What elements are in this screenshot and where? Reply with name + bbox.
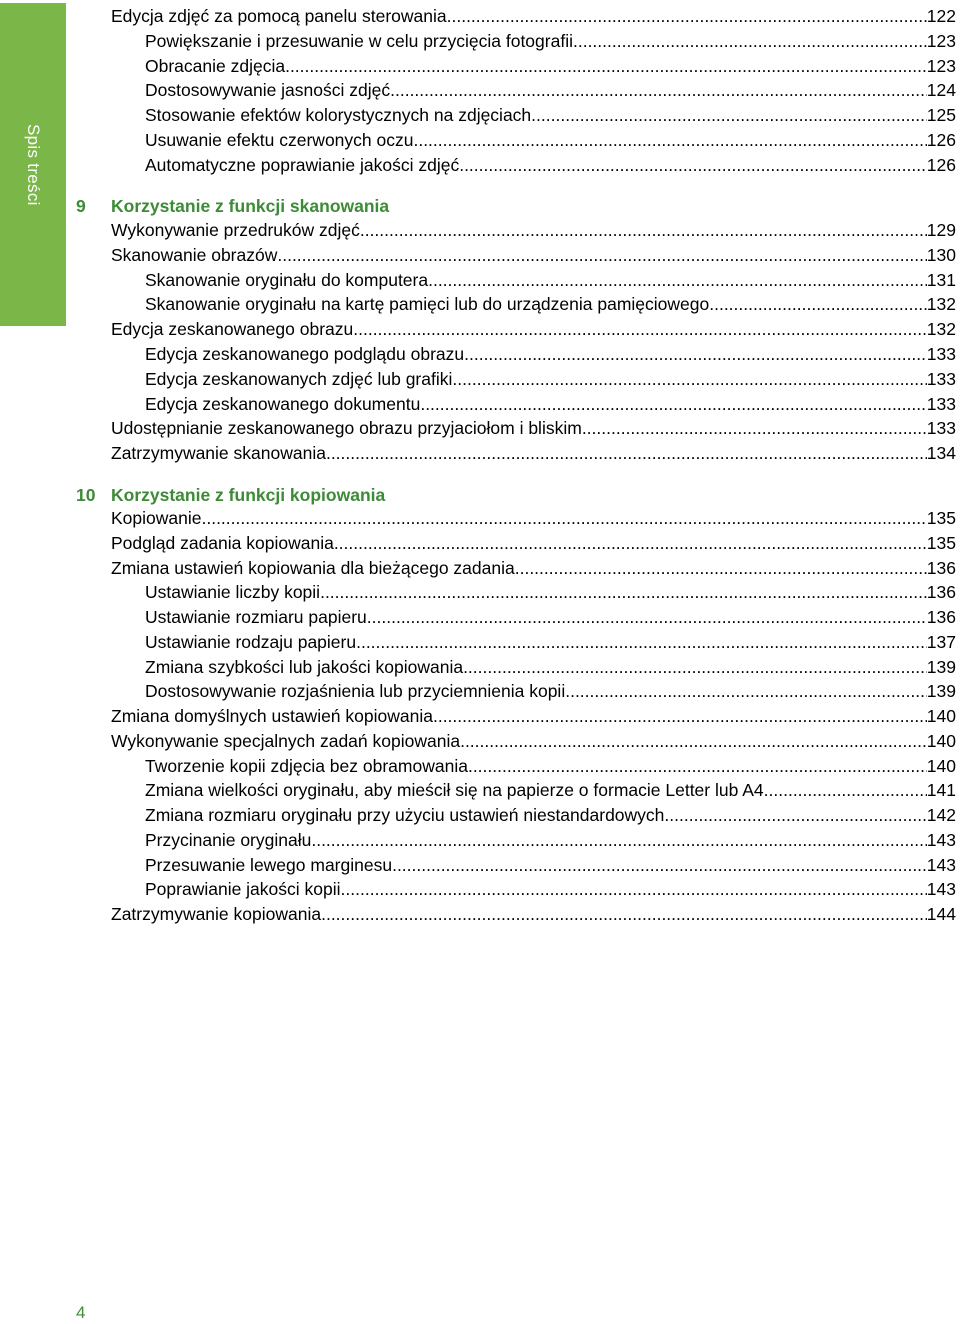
toc-entry-title: Zmiana wielkości oryginału, aby mieścił się na papierze o formacie Letter lub A4 [145, 780, 764, 801]
chapter-10-number: 10 [76, 485, 96, 505]
toc-entry[interactable] [111, 218, 956, 242]
toc-entry-title: Edycja zdjęć za pomocą panelu sterowania [111, 6, 447, 26]
toc-entry-page: 125 [926, 105, 956, 126]
dot-leader [413, 128, 926, 152]
toc-entry-page: 139 [926, 681, 956, 702]
dot-leader [326, 441, 927, 465]
toc-entry-page: 143 [926, 854, 956, 875]
toc-entry[interactable] [111, 441, 956, 465]
toc-entry-page: 136 [926, 607, 956, 627]
dot-leader [464, 342, 927, 366]
toc-entry-page: 144 [926, 904, 956, 924]
toc-entry-title: Zatrzymywanie kopiowania [111, 904, 322, 924]
dot-leader [433, 704, 927, 728]
toc-entry[interactable] [145, 78, 956, 102]
toc-entry[interactable] [145, 342, 956, 366]
toc-entry-page: 123 [926, 55, 956, 76]
toc-entry-title: Zatrzymywanie skanowania [111, 443, 326, 464]
toc-entry-title: Przesuwanie lewego marginesu [145, 854, 393, 875]
dot-leader [356, 630, 927, 654]
dot-leader [341, 877, 927, 901]
toc-entry-page: 140 [926, 755, 956, 776]
toc-entry-page: 136 [926, 557, 956, 578]
dot-leader [764, 778, 927, 802]
toc-entry[interactable] [145, 605, 956, 629]
dot-leader [565, 679, 927, 703]
toc-entry[interactable] [145, 367, 956, 391]
toc-entry[interactable] [111, 531, 956, 555]
dot-leader [452, 367, 926, 391]
dot-leader [360, 218, 927, 242]
toc-entry-title: Dostosowywanie jasności zdjęć [145, 80, 391, 101]
dot-leader [277, 243, 926, 267]
dot-leader [321, 902, 927, 926]
toc-entry-page: 132 [926, 319, 956, 340]
toc-entry-title: Skanowanie oryginału na kartę pamięci lub do urządzenia pamięciowego [145, 294, 710, 315]
toc-entry-page: 126 [926, 130, 956, 150]
toc-entry-title: Skanowanie obrazów [111, 244, 278, 265]
dot-leader [390, 78, 927, 102]
toc-entry-page: 143 [926, 879, 956, 900]
dot-leader [515, 556, 927, 580]
dot-leader [367, 605, 927, 629]
dot-leader [334, 531, 927, 555]
toc-entry-title: Automatyczne poprawianie jakości zdjęć [145, 154, 460, 175]
toc-entry[interactable] [111, 704, 956, 728]
chapter-9-title: Korzystanie z funkcji skanowania [111, 196, 390, 216]
toc-entry-title: Podgląd zadania kopiowania [111, 532, 334, 553]
toc-entry-page: 135 [926, 508, 956, 528]
dot-leader [392, 853, 927, 877]
toc-entry-page: 139 [926, 656, 956, 677]
toc-entry-title: Ustawianie rodzaju papieru [145, 631, 357, 652]
toc-entry-title: Zmiana rozmiaru oryginału przy użyciu ustawień niestandardowych [145, 805, 665, 825]
toc-entry-page: 140 [926, 730, 956, 751]
toc-entry-title: Zmiana domyślnych ustawień kopiowania [111, 706, 433, 726]
toc-entry[interactable] [145, 292, 956, 316]
dot-leader [468, 754, 927, 778]
toc-entry[interactable] [145, 29, 956, 53]
toc-entry[interactable] [145, 877, 956, 901]
side-tab-label: Spis treści [24, 123, 43, 206]
toc-entry[interactable] [145, 392, 956, 416]
toc-entry-title: Stosowanie efektów kolorystycznych na zdjęciach [145, 105, 532, 126]
toc-entry-page: 124 [926, 80, 956, 101]
toc-entry-page: 122 [926, 6, 956, 26]
toc-entry-page: 137 [926, 631, 956, 652]
toc-entry-page: 133 [926, 344, 956, 364]
toc-entry-title: Tworzenie kopii zdjęcia bez obramowania [145, 755, 468, 776]
toc-entry-title: Dostosowywanie rozjaśnienia lub przyciemnienia kopii [145, 681, 566, 702]
toc-entry-title: Kopiowanie [111, 508, 202, 528]
toc-entry[interactable] [145, 803, 956, 827]
toc-entry-title: Ustawianie liczby kopii [145, 582, 321, 603]
toc-entry-title: Przycinanie oryginału [145, 829, 312, 850]
chapter-10-title: Korzystanie z funkcji kopiowania [111, 485, 386, 505]
toc-entry-title: Edycja zeskanowanego dokumentu [145, 393, 421, 414]
toc-entry-title: Zmiana ustawień kopiowania dla bieżącego zadania [111, 557, 515, 578]
toc-entry-page: 123 [926, 30, 956, 51]
toc-entry-page: 132 [926, 294, 956, 315]
dot-leader [573, 29, 927, 53]
toc-entry[interactable] [111, 317, 956, 341]
toc-entry-page: 140 [926, 706, 956, 726]
toc-entry[interactable] [111, 243, 956, 267]
dot-leader [285, 54, 927, 78]
toc-entry-title: Edycja zeskanowanych zdjęć lub grafiki [145, 368, 453, 389]
toc-entry[interactable] [111, 416, 956, 440]
toc-entry-page: 142 [926, 805, 956, 825]
dot-leader [201, 506, 926, 530]
toc-entry-page: 131 [926, 269, 956, 290]
toc-entry-page: 133 [926, 418, 956, 439]
toc-entry-page: 136 [926, 582, 956, 603]
toc-entry[interactable] [111, 4, 956, 28]
dot-leader [420, 392, 926, 416]
toc-entry[interactable] [145, 853, 956, 877]
toc-entry-page: 141 [926, 780, 956, 801]
dot-leader [447, 4, 927, 28]
dot-leader [459, 153, 927, 177]
dot-leader [531, 103, 927, 127]
toc-entry-title: Powiększanie i przesuwanie w celu przycięcia fotografii [145, 30, 573, 51]
toc-entry[interactable] [145, 128, 956, 152]
toc-entry-page: 133 [926, 368, 956, 389]
dot-leader [460, 729, 927, 753]
dot-leader [428, 268, 927, 292]
toc-entry[interactable] [111, 902, 956, 926]
dot-leader [582, 416, 927, 440]
toc-entry-title: Zmiana szybkości lub jakości kopiowania [145, 656, 464, 677]
toc-entry-title: Obracanie zdjęcia [145, 55, 286, 76]
toc-entry[interactable] [145, 828, 956, 852]
side-tab [0, 3, 66, 326]
chapter-9-number: 9 [76, 196, 86, 216]
toc-entry-page: 126 [926, 154, 956, 175]
toc-entry-title: Udostępnianie zeskanowanego obrazu przyjaciołom i bliskim [111, 418, 582, 439]
toc-entry[interactable] [145, 153, 956, 177]
page-number: 4 [76, 1303, 86, 1322]
toc-entry-title: Wykonywanie specjalnych zadań kopiowania [111, 730, 461, 751]
toc-entry[interactable] [145, 630, 956, 654]
dot-leader [709, 292, 927, 316]
toc-entry-title: Poprawianie jakości kopii [145, 879, 341, 900]
dot-leader [353, 317, 927, 341]
dot-leader [463, 655, 927, 679]
dot-leader [311, 828, 926, 852]
toc-entry[interactable] [145, 778, 956, 802]
toc-entry[interactable] [145, 754, 956, 778]
toc-entry[interactable] [145, 679, 956, 703]
toc-entry-title: Usuwanie efektu czerwonych oczu [145, 130, 414, 150]
dot-leader [320, 580, 927, 604]
toc-entry[interactable] [111, 729, 956, 753]
toc-entry-title: Edycja zeskanowanego obrazu [111, 319, 354, 340]
toc-entry[interactable] [145, 54, 956, 78]
toc-entry-title: Skanowanie oryginału do komputera [145, 269, 429, 290]
toc-entry[interactable] [145, 655, 956, 679]
toc-entry[interactable] [145, 580, 956, 604]
toc-entry[interactable] [111, 506, 956, 530]
toc-entry[interactable] [145, 103, 956, 127]
toc-entry[interactable] [145, 268, 956, 292]
toc-entry-title: Edycja zeskanowanego podglądu obrazu [145, 344, 465, 364]
toc-entry-page: 133 [926, 393, 956, 414]
toc-entry-title: Wykonywanie przedruków zdjęć [111, 220, 360, 240]
toc-entry-page: 143 [926, 829, 956, 850]
toc-entry-page: 134 [926, 443, 956, 464]
toc-entry-page: 129 [926, 220, 956, 240]
toc-entry-title: Ustawianie rozmiaru papieru [145, 607, 367, 627]
toc-entry-page: 130 [926, 244, 956, 265]
toc-entry-page: 135 [926, 532, 956, 553]
dot-leader [664, 803, 926, 827]
toc-entry[interactable] [111, 556, 956, 580]
